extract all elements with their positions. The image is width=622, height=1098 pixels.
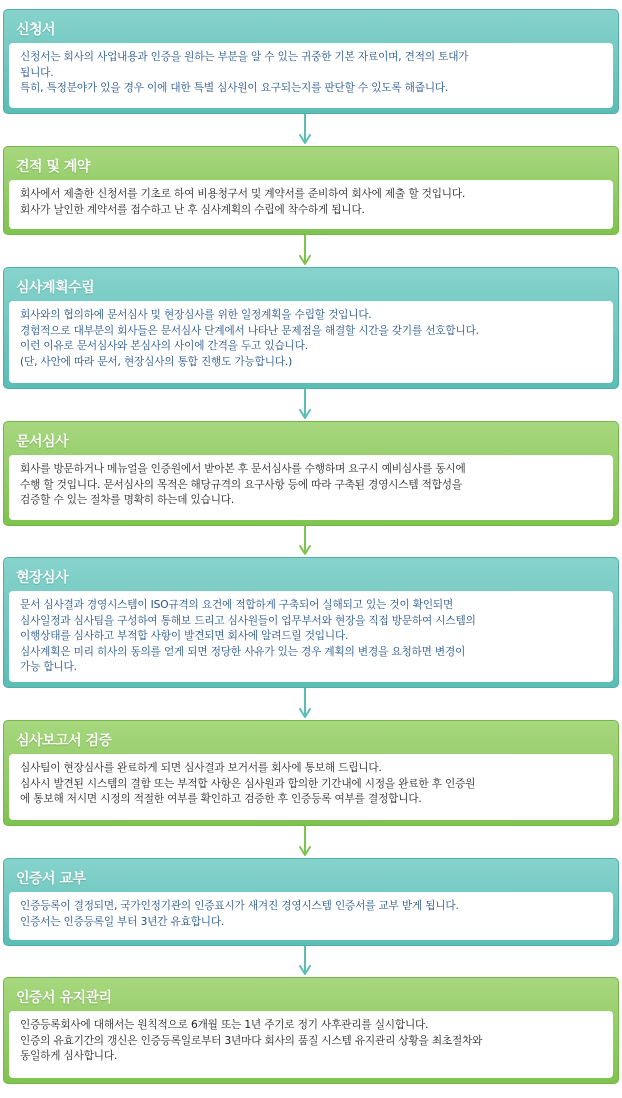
step-description <box>9 180 613 229</box>
step-title: 신청서 <box>16 22 56 38</box>
description-line: 인증등록회사에 대해서는 원칙적으로 6개월 또는 1년 주기로 정기 사후관리를 실시합니다. <box>20 1019 429 1031</box>
process-step <box>3 9 619 114</box>
description-line: (단, 사안에 따라 문서, 현장심사의 통합 진행도 가능합니다.) <box>20 355 293 368</box>
description-line: 경험적으로 대부분의 회사들은 문서심사 단계에서 나타난 문제점을 해결할 시간을 갖기를 선호합니다. <box>20 324 479 337</box>
description-line: 심사팀이 현장심사를 완료하게 되면 심사결과 보거서를 회사에 통보해 드립니다. <box>20 762 382 774</box>
description-line: 이런 이유로 문서심사와 본심사의 사이에 간격을 두고 있습니다. <box>20 340 308 352</box>
description-line: 특히, 특정분야가 있을 경우 이에 대한 특별 심사원이 요구되는지를 판단할 수 있도록 해줍니다. <box>20 82 449 94</box>
step-description <box>9 892 613 940</box>
step-description <box>9 754 613 820</box>
step-title: 현장심사 <box>16 570 69 586</box>
step-title: 문서심사 <box>16 434 69 450</box>
step-description <box>9 591 613 682</box>
process-step <box>3 858 619 946</box>
process-step <box>3 720 619 826</box>
description-line: 회사와의 협의하에 문서심사 및 현장심사를 위한 일정계획을 수립할 것입니다. <box>20 309 372 321</box>
description-line: 심사일정과 심사팀을 구성하여 통해보 드리고 심사원들이 업무부서와 현장을 직접 방문하여 시스템의 <box>20 614 476 627</box>
description-line: 심사시 발견된 시스템의 결함 또는 부적합 사항은 심사원과 합의한 기간내에 시정을 완료한 후 인증원 <box>20 777 476 790</box>
description-line: 인증의 유효기간의 갱신은 인증등록일로부터 3년마다 회사의 품질 시스템 유지관리 상황을 최초절차와 <box>20 1034 483 1047</box>
process-step <box>3 977 619 1084</box>
description-line: 심사계획은 미리 히사의 동의를 얻게 되면 정당한 사유가 있는 경우 계획의 변경을 요청하면 변경이 <box>20 645 466 658</box>
step-description <box>9 43 613 108</box>
description-line: 회사에서 제출한 신청서를 기초로 하여 비용청구서 및 계약서를 준비하여 회사에 제출 할 것입니다. <box>20 188 466 200</box>
process-step <box>3 421 619 526</box>
step-title: 심사계획수립 <box>16 280 95 296</box>
description-line: 됩니다. <box>20 66 54 79</box>
description-line: 신청서는 회사의 사업내용과 인증을 원하는 부분을 알 수 있는 귀중한 기본 자료이며, 견적의 토대가 <box>20 51 469 63</box>
arrow-down-icon <box>297 235 313 267</box>
description-line: 회사를 방문하거나 메뉴얼을 인증원에서 받아본 후 문서심사를 수행하며 요구시 예비심사를 동시에 <box>20 463 466 475</box>
description-line: 회사가 날인한 계약서를 접수하고 난 후 심사계획의 수립에 착수하게 됩니다. <box>20 203 365 216</box>
step-description <box>9 1011 613 1078</box>
description-line: 인증등록이 결정되면, 국가인정기관의 인증표시가 새겨진 경영시스템 인증서를 교부 받게 됩니다. <box>20 900 459 912</box>
step-description <box>9 301 613 383</box>
step-title: 인증서 유지관리 <box>16 990 112 1006</box>
description-line: 인증서는 인증등록일 부터 3년간 유효합니다. <box>20 915 225 928</box>
step-title: 심사보고서 검증 <box>16 733 112 749</box>
process-step <box>3 146 619 235</box>
step-description <box>9 455 613 520</box>
arrow-down-icon <box>297 826 313 858</box>
arrow-down-icon <box>297 389 313 421</box>
step-title: 인증서 교부 <box>16 871 86 887</box>
arrow-down-icon <box>297 946 313 977</box>
description-line: 수행 할 것입니다. 문서심사의 목적은 해당규격의 요구사항 등에 따라 구축된 경영시스템 적합성을 <box>20 478 462 491</box>
process-step <box>3 267 619 389</box>
description-line: 이행상태를 심사하고 부적합 사항이 발견되면 회사에 알려드릴 것입니다. <box>20 630 349 642</box>
description-line: 검증할 수 있는 절차를 명확히 하는데 있습니다. <box>20 494 235 506</box>
description-line: 문서 심사결과 경영시스템이 ISO규격의 요건에 적합하게 구축되어 실해되고 있는 것이 확인되면 <box>20 599 454 611</box>
arrow-down-icon <box>297 688 313 720</box>
description-line: 에 통보해 저시면 시정의 적절한 여부를 확인하고 검증한 후 인증등록 여부를 결정합니다. <box>20 793 422 805</box>
arrow-down-icon <box>297 114 313 146</box>
step-title: 견적 및 계약 <box>16 159 90 175</box>
arrow-down-icon <box>297 526 313 557</box>
description-line: 동일하게 심사합니다. <box>20 1050 118 1062</box>
process-step <box>3 557 619 688</box>
description-line: 가능 합니다. <box>20 661 77 673</box>
